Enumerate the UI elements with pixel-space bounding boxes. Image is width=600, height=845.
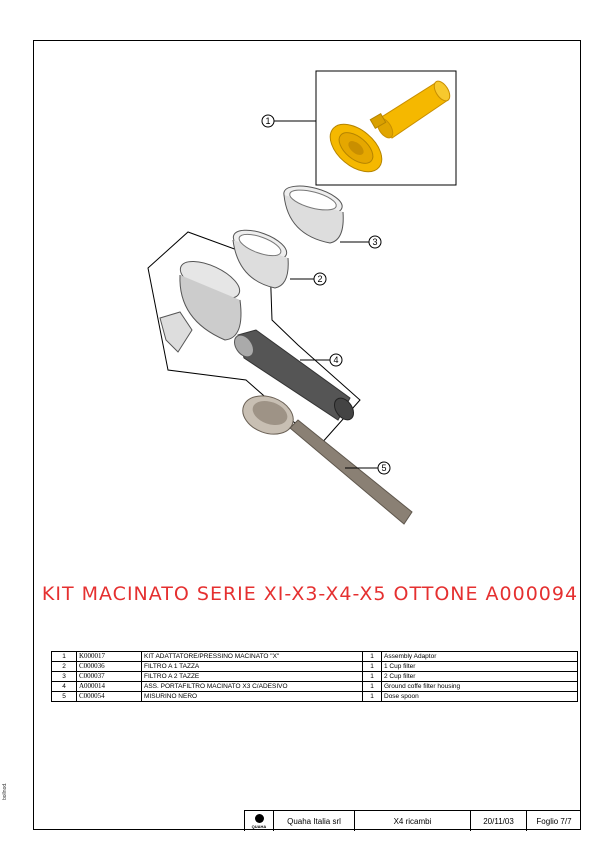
part-adaptor (321, 78, 452, 181)
part-code: C000054 (77, 692, 142, 702)
part-quantity: 1 (363, 652, 382, 662)
table-row (52, 672, 578, 682)
part-number: 2 (52, 662, 77, 672)
table-row (52, 682, 578, 692)
part-filter-2-cup (281, 181, 345, 243)
part-number: 5 (52, 692, 77, 702)
table-row (52, 662, 578, 672)
callout-1-label: 1 (265, 116, 271, 126)
logo-icon (255, 814, 264, 823)
part-code: C000037 (77, 672, 142, 682)
callout-2-label: 2 (317, 274, 323, 284)
title-block (244, 810, 581, 831)
part-code: K000017 (77, 652, 142, 662)
side-note: bollnod. (2, 782, 8, 800)
part-filter-1-cup (230, 224, 291, 288)
part-description: KIT ADATTATORE/PRESSINO MACINATO "X" (142, 652, 363, 662)
part-english: Assembly Adaptor (382, 652, 578, 662)
part-number: 1 (52, 652, 77, 662)
sheet-number: Foglio 7/7 (526, 811, 581, 831)
part-code: A000014 (77, 682, 142, 692)
company-name: Quaha Italia srl (273, 811, 354, 831)
part-description: FILTRO A 2 TAZZE (142, 672, 363, 682)
callout-5-label: 5 (381, 463, 387, 473)
part-english: Ground coffe filter housing (382, 682, 578, 692)
kit-title: KIT MACINATO SERIE XI-X3-X4-X5 OTTONE A000094 (41, 583, 579, 605)
part-english: 2 Cup filter (382, 672, 578, 682)
part-code: C000036 (77, 662, 142, 672)
part-quantity: 1 (363, 662, 382, 672)
part-quantity: 1 (363, 682, 382, 692)
table-row (52, 692, 578, 702)
part-description: ASS. PORTAFILTRO MACINATO X3 C/ADESIVO (142, 682, 363, 692)
parts-table (51, 651, 578, 702)
table-row (52, 652, 578, 662)
part-quantity: 1 (363, 692, 382, 702)
part-quantity: 1 (363, 672, 382, 682)
document-date: 20/11/03 (470, 811, 526, 831)
document-name: X4 ricambi (354, 811, 470, 831)
callout-4-label: 4 (333, 355, 339, 365)
callout-3-label: 3 (372, 237, 378, 247)
part-number: 3 (52, 672, 77, 682)
part-description: MISURINO NERO (142, 692, 363, 702)
logo-text: QUAHA (251, 823, 267, 829)
company-logo (244, 811, 273, 831)
part-english: Dose spoon (382, 692, 578, 702)
part-english: 1 Cup filter (382, 662, 578, 672)
part-number: 4 (52, 682, 77, 692)
part-description: FILTRO A 1 TAZZA (142, 662, 363, 672)
